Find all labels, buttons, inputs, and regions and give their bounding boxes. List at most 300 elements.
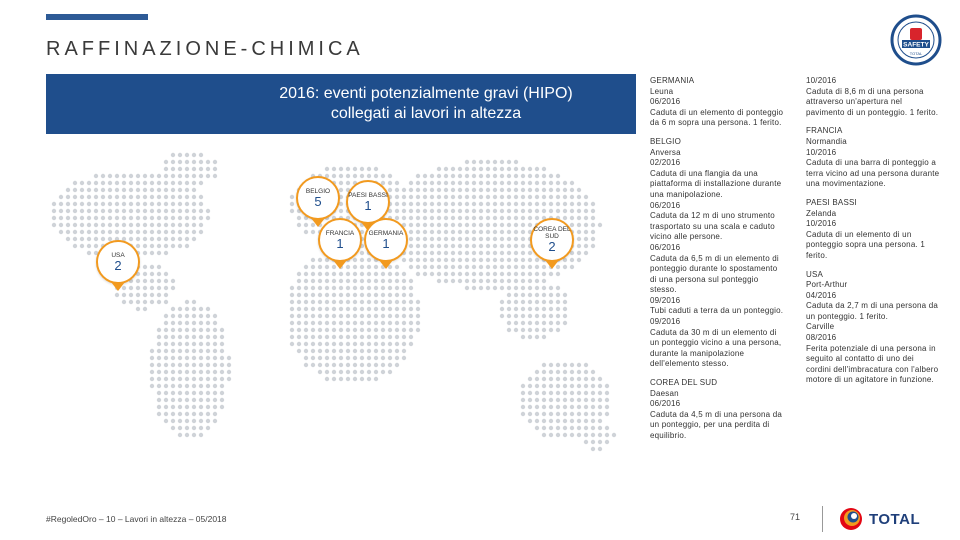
- map-dot: [598, 398, 602, 402]
- map-dot: [353, 307, 357, 311]
- map-dot: [346, 370, 350, 374]
- map-dot: [535, 412, 539, 416]
- map-dot: [521, 391, 525, 395]
- map-dot: [311, 349, 315, 353]
- map-dot: [157, 405, 161, 409]
- map-dot: [514, 314, 518, 318]
- map-dot: [542, 307, 546, 311]
- map-dot: [556, 419, 560, 423]
- map-dot: [122, 230, 126, 234]
- map-dot: [178, 328, 182, 332]
- map-dot: [444, 216, 448, 220]
- map-dot: [157, 384, 161, 388]
- map-dot: [374, 286, 378, 290]
- map-dot: [73, 209, 77, 213]
- map-dot: [521, 202, 525, 206]
- map-dot: [290, 300, 294, 304]
- map-dot: [360, 377, 364, 381]
- event-entry: [806, 126, 940, 190]
- map-dot: [311, 293, 315, 297]
- event-place: Daesan: [650, 388, 679, 398]
- map-dot: [199, 160, 203, 164]
- map-dot: [402, 272, 406, 276]
- map-dot: [164, 237, 168, 241]
- map-dot: [213, 174, 217, 178]
- map-dot: [157, 412, 161, 416]
- map-dot: [52, 216, 56, 220]
- map-dot: [521, 384, 525, 388]
- map-dot: [528, 188, 532, 192]
- map-dot: [493, 209, 497, 213]
- map-dot: [514, 223, 518, 227]
- event-entry: [806, 76, 940, 118]
- marker-country: GERMANIA: [368, 229, 404, 237]
- map-dot: [178, 216, 182, 220]
- map-dot: [164, 230, 168, 234]
- map-dot: [192, 342, 196, 346]
- map-dot: [521, 188, 525, 192]
- map-dot: [178, 314, 182, 318]
- map-dot: [213, 370, 217, 374]
- map-dot: [430, 209, 434, 213]
- map-dot: [115, 174, 119, 178]
- map-dot: [542, 426, 546, 430]
- map-dot: [437, 188, 441, 192]
- map-dot: [192, 202, 196, 206]
- map-dot: [500, 300, 504, 304]
- map-dot: [150, 377, 154, 381]
- map-dot: [122, 188, 126, 192]
- map-dot: [563, 300, 567, 304]
- map-dot: [570, 398, 574, 402]
- map-dot: [94, 188, 98, 192]
- event-description: 10/2016 Caduta di 8,6 m di una persona attraverso un'apertura nel pavimento di un ponteggio. 1 ferito.: [806, 76, 939, 117]
- map-dot: [339, 272, 343, 276]
- map-dot: [451, 202, 455, 206]
- map-dot: [171, 195, 175, 199]
- map-dot: [73, 202, 77, 206]
- map-dot: [171, 188, 175, 192]
- map-dot: [437, 265, 441, 269]
- map-dot: [220, 328, 224, 332]
- map-dot: [500, 258, 504, 262]
- map-dot: [164, 174, 168, 178]
- map-dot: [605, 398, 609, 402]
- safety-logo: [890, 14, 942, 66]
- map-dot: [563, 412, 567, 416]
- map-dot: [381, 363, 385, 367]
- map-dot: [570, 202, 574, 206]
- map-dot: [157, 335, 161, 339]
- map-dot: [507, 160, 511, 164]
- map-dot: [325, 328, 329, 332]
- map-dot: [101, 188, 105, 192]
- map-dot: [465, 174, 469, 178]
- map-dot: [521, 181, 525, 185]
- map-dot: [514, 160, 518, 164]
- map-dot: [521, 286, 525, 290]
- map-dot: [381, 335, 385, 339]
- map-dot: [507, 188, 511, 192]
- map-dot: [402, 349, 406, 353]
- map-dot: [472, 286, 476, 290]
- map-dot: [178, 174, 182, 178]
- map-dot: [535, 188, 539, 192]
- map-dot: [143, 174, 147, 178]
- map-dot: [549, 181, 553, 185]
- map-dot: [171, 307, 175, 311]
- map-dot: [409, 335, 413, 339]
- map-dot: [199, 314, 203, 318]
- map-dot: [570, 377, 574, 381]
- map-dot: [164, 181, 168, 185]
- map-dot: [101, 181, 105, 185]
- map-dot: [542, 279, 546, 283]
- map-dot: [199, 419, 203, 423]
- map-dot: [416, 321, 420, 325]
- map-dot: [178, 412, 182, 416]
- map-dot: [129, 174, 133, 178]
- map-dot: [374, 293, 378, 297]
- map-dot: [479, 230, 483, 234]
- map-dot: [500, 286, 504, 290]
- map-dot: [458, 195, 462, 199]
- map-dot: [577, 370, 581, 374]
- map-dot: [423, 195, 427, 199]
- map-dot: [157, 223, 161, 227]
- map-dot: [325, 335, 329, 339]
- events-column-1: [650, 76, 785, 450]
- footer-caption: #RegoledOro – 10 – Lavori in altezza – 05/2018: [46, 514, 227, 524]
- map-dot: [178, 405, 182, 409]
- map-dot: [318, 307, 322, 311]
- map-dot: [598, 405, 602, 409]
- map-dot: [423, 230, 427, 234]
- map-dot: [388, 356, 392, 360]
- map-dot: [332, 293, 336, 297]
- map-dot: [528, 307, 532, 311]
- map-dot: [458, 258, 462, 262]
- map-dot: [521, 209, 525, 213]
- map-dot: [486, 167, 490, 171]
- map-dot: [171, 328, 175, 332]
- map-dot: [178, 391, 182, 395]
- map-dot: [178, 370, 182, 374]
- event-description: 10/2016 Caduta di un elemento di un ponteggio sopra una persona. 1 ferito.: [806, 219, 925, 260]
- map-dot: [171, 335, 175, 339]
- map-dot: [486, 160, 490, 164]
- map-dot: [164, 412, 168, 416]
- map-dot: [304, 300, 308, 304]
- map-dot: [577, 209, 581, 213]
- banner-line-1: 2016: eventi potenzialmente gravi (HIPO): [279, 85, 573, 102]
- map-dot: [521, 251, 525, 255]
- map-dot: [206, 398, 210, 402]
- map-dot: [542, 370, 546, 374]
- map-dot: [605, 405, 609, 409]
- map-dot: [101, 195, 105, 199]
- map-dot: [332, 279, 336, 283]
- map-dot: [542, 412, 546, 416]
- map-dot: [304, 342, 308, 346]
- map-dot: [192, 384, 196, 388]
- map-dot: [388, 279, 392, 283]
- map-dot: [290, 314, 294, 318]
- map-dot: [206, 412, 210, 416]
- map-dot: [577, 230, 581, 234]
- map-dot: [325, 314, 329, 318]
- map-dot: [178, 181, 182, 185]
- map-dot: [360, 335, 364, 339]
- map-dot: [556, 286, 560, 290]
- map-dot: [542, 314, 546, 318]
- map-dot: [346, 167, 350, 171]
- map-dot: [437, 279, 441, 283]
- map-dot: [325, 272, 329, 276]
- map-dot: [500, 223, 504, 227]
- map-dot: [416, 265, 420, 269]
- total-logo-text: TOTAL: [869, 510, 921, 528]
- map-dot: [171, 321, 175, 325]
- map-dot: [423, 181, 427, 185]
- map-dot: [444, 265, 448, 269]
- map-dot: [507, 174, 511, 178]
- map-dot: [437, 195, 441, 199]
- map-dot: [570, 419, 574, 423]
- map-dot: [192, 405, 196, 409]
- event-description: 10/2016 Caduta di una barra di ponteggio a terra vicino ad una persona durante una movimentazione.: [806, 147, 940, 189]
- map-dot: [486, 251, 490, 255]
- map-dot: [479, 181, 483, 185]
- map-dot: [353, 370, 357, 374]
- map-dot: [143, 181, 147, 185]
- map-dot: [577, 405, 581, 409]
- map-dot: [514, 195, 518, 199]
- map-dot: [339, 293, 343, 297]
- map-dot: [542, 188, 546, 192]
- map-dot: [213, 349, 217, 353]
- map-dot: [206, 391, 210, 395]
- map-dot: [493, 244, 497, 248]
- map-dot: [164, 202, 168, 206]
- map-dot: [395, 356, 399, 360]
- map-dot: [143, 293, 147, 297]
- map-dot: [423, 223, 427, 227]
- marker-country: USA: [111, 251, 125, 259]
- map-dot: [157, 230, 161, 234]
- map-dot: [549, 272, 553, 276]
- map-dot: [150, 181, 154, 185]
- map-dot: [346, 286, 350, 290]
- map-dot: [507, 272, 511, 276]
- map-dot: [346, 363, 350, 367]
- map-dot: [388, 370, 392, 374]
- map-dot: [409, 321, 413, 325]
- map-dot: [486, 195, 490, 199]
- map-dot: [472, 160, 476, 164]
- map-dot: [192, 167, 196, 171]
- map-dot: [535, 195, 539, 199]
- map-dot: [542, 391, 546, 395]
- map-dot: [409, 188, 413, 192]
- map-dot: [73, 195, 77, 199]
- map-dot: [353, 356, 357, 360]
- map-dot: [143, 265, 147, 269]
- map-dot: [423, 244, 427, 248]
- map-dot: [213, 391, 217, 395]
- map-dot: [157, 237, 161, 241]
- map-dot: [157, 328, 161, 332]
- map-dot: [458, 279, 462, 283]
- map-dot: [297, 321, 301, 325]
- map-dot: [318, 293, 322, 297]
- map-dot: [80, 188, 84, 192]
- map-dot: [304, 363, 308, 367]
- map-dot: [185, 335, 189, 339]
- map-dot: [528, 174, 532, 178]
- map-dot: [500, 244, 504, 248]
- map-dot: [395, 202, 399, 206]
- map-dot: [507, 181, 511, 185]
- map-dot: [164, 349, 168, 353]
- map-dot: [178, 223, 182, 227]
- map-dot: [115, 216, 119, 220]
- map-dot: [598, 412, 602, 416]
- map-dot: [395, 188, 399, 192]
- events-column-2: [806, 76, 940, 394]
- map-dot: [479, 174, 483, 178]
- map-dot: [479, 258, 483, 262]
- map-dot: [493, 181, 497, 185]
- map-dot: [577, 412, 581, 416]
- map-dot: [528, 195, 532, 199]
- map-dot: [395, 209, 399, 213]
- map-dot: [164, 314, 168, 318]
- map-dot: [556, 174, 560, 178]
- map-dot: [556, 195, 560, 199]
- map-dot: [353, 314, 357, 318]
- map-dot: [185, 160, 189, 164]
- map-dot: [549, 405, 553, 409]
- map-dot: [332, 307, 336, 311]
- map-dot: [311, 258, 315, 262]
- event-description: 02/2016 Caduta di una flangia da una piattaforma di installazione durante una manipolazione. 06/2016 Caduta da 12 m di uno strumento trasportato su una scala e caduto vicino alle persone. 06/2016 Caduta da 6,5 m di un elemento di ponteggio durante lo spostamento di una persona sul ponteggio stesso. 09/2016 Tubi caduti a terra da un ponteggio. 09/2016 Caduta da 30 m di un elemento di un ponteggio vicino a una persona, durante la manipolazione dell'elemento stesso.: [650, 158, 784, 369]
- map-dot: [192, 307, 196, 311]
- map-dot: [178, 419, 182, 423]
- map-dot: [486, 223, 490, 227]
- map-dot: [528, 328, 532, 332]
- map-dot: [486, 202, 490, 206]
- map-dot: [521, 167, 525, 171]
- map-dot: [479, 272, 483, 276]
- map-dot: [528, 335, 532, 339]
- map-dot: [87, 216, 91, 220]
- map-dot: [367, 286, 371, 290]
- map-dot: [360, 370, 364, 374]
- map-dot: [360, 321, 364, 325]
- map-dot: [220, 370, 224, 374]
- map-dot: [542, 195, 546, 199]
- map-dot: [514, 300, 518, 304]
- map-dot: [87, 188, 91, 192]
- map-dot: [220, 363, 224, 367]
- map-dot: [458, 230, 462, 234]
- map-dot: [437, 223, 441, 227]
- map-dot: [472, 216, 476, 220]
- map-dot: [493, 202, 497, 206]
- map-dot: [206, 335, 210, 339]
- map-dot: [185, 307, 189, 311]
- map-dot: [213, 405, 217, 409]
- map-dot: [206, 419, 210, 423]
- map-dot: [94, 181, 98, 185]
- map-dot: [598, 426, 602, 430]
- map-dot: [346, 314, 350, 318]
- map-dot: [549, 174, 553, 178]
- map-dot: [458, 244, 462, 248]
- map-dot: [332, 321, 336, 325]
- map-dot: [479, 286, 483, 290]
- map-dot: [472, 251, 476, 255]
- map-dot: [171, 412, 175, 416]
- map-dot: [318, 342, 322, 346]
- map-dot: [535, 405, 539, 409]
- header-accent-bar: [46, 14, 148, 20]
- map-dot: [87, 230, 91, 234]
- map-dot: [542, 335, 546, 339]
- map-dot: [185, 244, 189, 248]
- map-dot: [549, 321, 553, 325]
- map-dot: [185, 391, 189, 395]
- map-dot: [374, 349, 378, 353]
- map-dot: [514, 272, 518, 276]
- map-dot: [535, 300, 539, 304]
- map-dot: [157, 195, 161, 199]
- map-dot: [535, 286, 539, 290]
- map-dot: [206, 356, 210, 360]
- map-dot: [346, 377, 350, 381]
- map-dot: [444, 174, 448, 178]
- map-dot: [87, 202, 91, 206]
- map-dot: [381, 349, 385, 353]
- map-dot: [570, 433, 574, 437]
- map-dot: [164, 405, 168, 409]
- map-dot: [367, 335, 371, 339]
- map-dot: [381, 272, 385, 276]
- map-dot: [360, 174, 364, 178]
- map-dot: [171, 363, 175, 367]
- map-dot: [507, 258, 511, 262]
- map-dot: [577, 216, 581, 220]
- map-dot: [430, 237, 434, 241]
- map-dot: [479, 244, 483, 248]
- map-dot: [171, 391, 175, 395]
- map-dot: [367, 167, 371, 171]
- map-dot: [591, 440, 595, 444]
- map-dot: [318, 328, 322, 332]
- map-dot: [549, 426, 553, 430]
- map-dot: [500, 202, 504, 206]
- map-dot: [185, 202, 189, 206]
- map-dot: [444, 167, 448, 171]
- map-dot: [339, 286, 343, 290]
- map-dot: [402, 307, 406, 311]
- map-dot: [192, 209, 196, 213]
- map-dot: [465, 160, 469, 164]
- map-dot: [493, 279, 497, 283]
- map-dot: [605, 426, 609, 430]
- map-dot: [185, 230, 189, 234]
